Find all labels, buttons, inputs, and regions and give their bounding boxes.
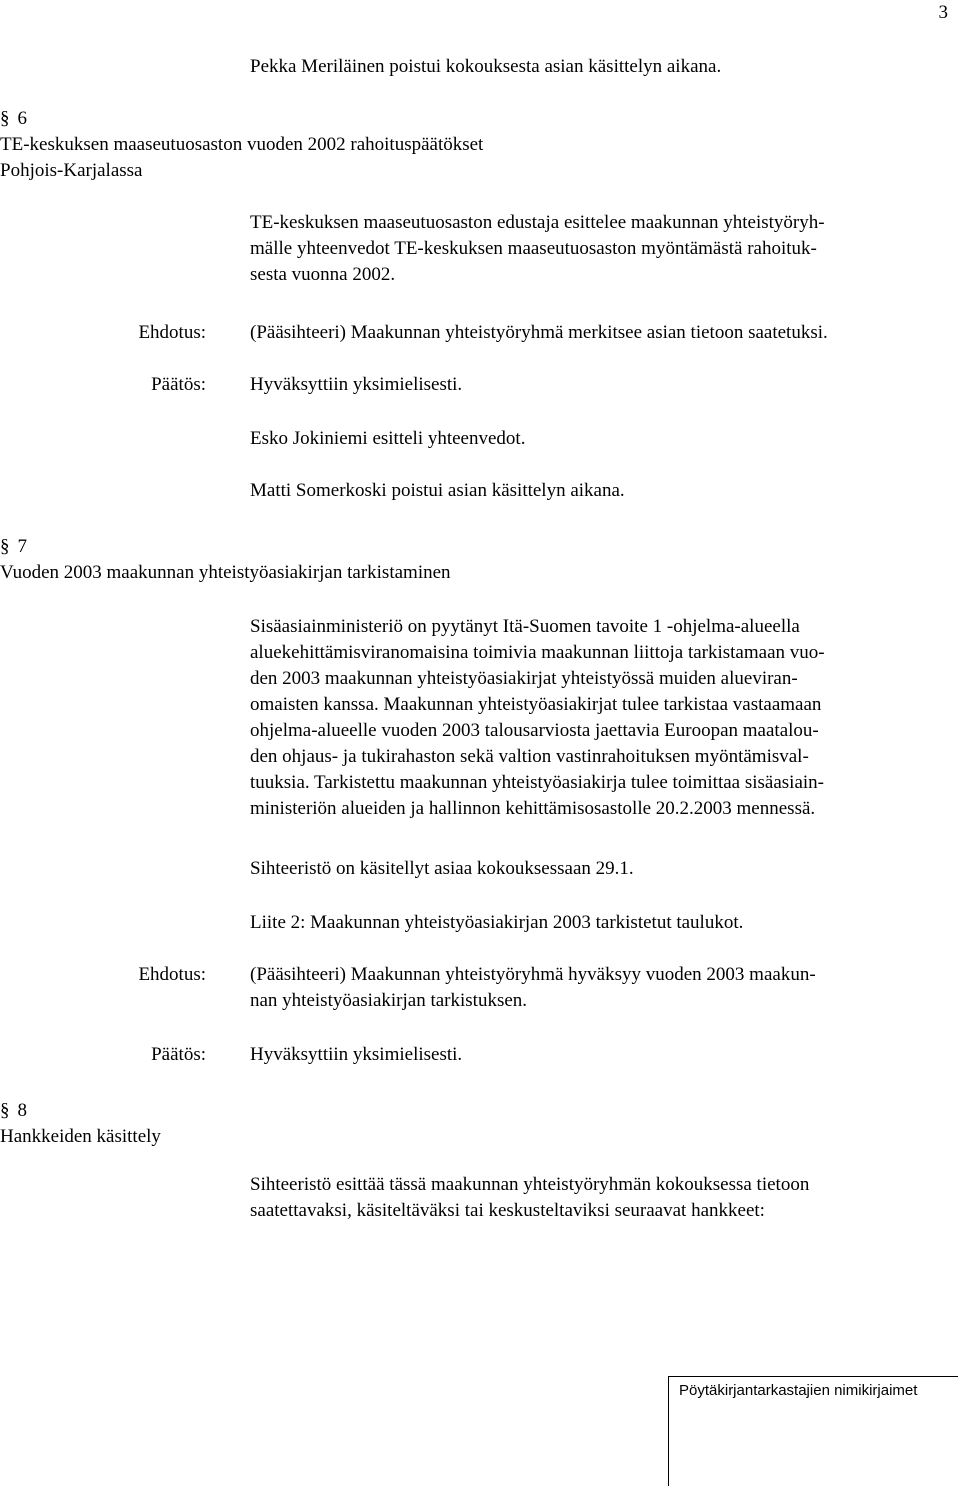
body-line: omaisten kanssa. Maakunnan yhteistyöasiakirjat tulee tarkistaa vastaamaan bbox=[250, 694, 822, 715]
section-6-proposal bbox=[250, 320, 940, 346]
signature-box bbox=[668, 1376, 958, 1486]
decision-text: Hyväksyttiin yksimielisesti. bbox=[250, 374, 463, 395]
section-title-line: Hankkeiden käsittely bbox=[0, 1126, 161, 1147]
proposal-label: Ehdotus: bbox=[138, 322, 206, 343]
body-line: sesta vuonna 2002. bbox=[250, 264, 396, 285]
section-7-proposal bbox=[250, 962, 940, 1014]
signature-box-label: Pöytäkirjantarkastajien nimikirjaimet bbox=[679, 1382, 918, 1399]
body-line: ministeriön alueiden ja hallinnon kehittämisosastolle 20.2.2003 mennessä. bbox=[250, 798, 816, 819]
decision-label: Päätös: bbox=[151, 374, 206, 395]
intro-note: Pekka Meriläinen poistui kokouksesta asian käsittelyn aikana. bbox=[250, 56, 722, 77]
note-line: Matti Somerkoski poistui asian käsittelyn aikana. bbox=[250, 480, 625, 501]
proposal-text: (Pääsihteeri) Maakunnan yhteistyöryhmä merkitsee asian tietoon saatetuksi. bbox=[250, 322, 828, 343]
section-7-heading bbox=[0, 534, 451, 586]
section-7-decision bbox=[250, 1042, 940, 1068]
note-line: Esko Jokiniemi esitteli yhteenvedot. bbox=[250, 428, 526, 449]
section-6-heading bbox=[0, 106, 483, 184]
proposal-text: nan yhteistyöasiakirjan tarkistuksen. bbox=[250, 990, 528, 1011]
body-line: Sihteeristö esittää tässä maakunnan yhteistyöryhmän kokouksessa tietoon bbox=[250, 1174, 810, 1195]
section-title-line: Pohjois-Karjalassa bbox=[0, 160, 143, 181]
section-title-line: TE-keskuksen maaseutuosaston vuoden 2002 rahoituspäätökset bbox=[0, 134, 484, 155]
section-symbol: § bbox=[0, 536, 10, 557]
attachment-note: Liite 2: Maakunnan yhteistyöasiakirjan 2003 tarkistetut taulukot. bbox=[250, 912, 744, 933]
body-line: den ohjaus- ja tukirahaston sekä valtion vastinrahoituksen myöntämisval- bbox=[250, 746, 809, 767]
body-line: aluekehittämisviranomaisina toimivia maakunnan liittoja tarkistamaan vuo- bbox=[250, 642, 825, 663]
section-number: 8 bbox=[17, 1100, 27, 1121]
section-8-body bbox=[250, 1172, 940, 1224]
decision-label: Päätös: bbox=[151, 1044, 206, 1065]
section-number-line bbox=[0, 106, 483, 132]
section-6-decision bbox=[250, 372, 940, 398]
page-number: 3 bbox=[938, 2, 948, 23]
section-8-heading bbox=[0, 1098, 161, 1150]
section-symbol: § bbox=[0, 1100, 10, 1121]
body-line: saatettavaksi, käsiteltäväksi tai keskusteltaviksi seuraavat hankkeet: bbox=[250, 1200, 765, 1221]
section-7-body bbox=[250, 614, 940, 822]
body-line: Sisäasiainministeriö on pyytänyt Itä-Suomen tavoite 1 -ohjelma-alueella bbox=[250, 616, 800, 637]
section-number: 7 bbox=[17, 536, 27, 557]
body-line: den 2003 maakunnan yhteistyöasiakirjat yhteistyössä muiden alueviran- bbox=[250, 668, 798, 689]
section-symbol: § bbox=[0, 108, 10, 129]
section-number-line bbox=[0, 534, 451, 560]
decision-text: Hyväksyttiin yksimielisesti. bbox=[250, 1044, 463, 1065]
body-line: tuuksia. Tarkistettu maakunnan yhteistyöasiakirja tulee toimittaa sisäasiain- bbox=[250, 772, 824, 793]
section-6-body bbox=[250, 210, 940, 288]
body-line: ohjelma-alueelle vuoden 2003 talousarviosta jaettavia Euroopan maatalou- bbox=[250, 720, 819, 741]
section-number-line bbox=[0, 1098, 161, 1124]
body-line: mälle yhteenvedot TE-keskuksen maaseutuosaston myöntämästä rahoituk- bbox=[250, 238, 817, 259]
proposal-label: Ehdotus: bbox=[138, 964, 206, 985]
note-line: Sihteeristö on käsitellyt asiaa kokouksessaan 29.1. bbox=[250, 858, 634, 879]
proposal-text: (Pääsihteeri) Maakunnan yhteistyöryhmä hyväksyy vuoden 2003 maakun- bbox=[250, 964, 816, 985]
body-line: TE-keskuksen maaseutuosaston edustaja esittelee maakunnan yhteistyöryh- bbox=[250, 212, 825, 233]
section-title-line: Vuoden 2003 maakunnan yhteistyöasiakirjan tarkistaminen bbox=[0, 562, 451, 583]
section-number: 6 bbox=[17, 108, 27, 129]
